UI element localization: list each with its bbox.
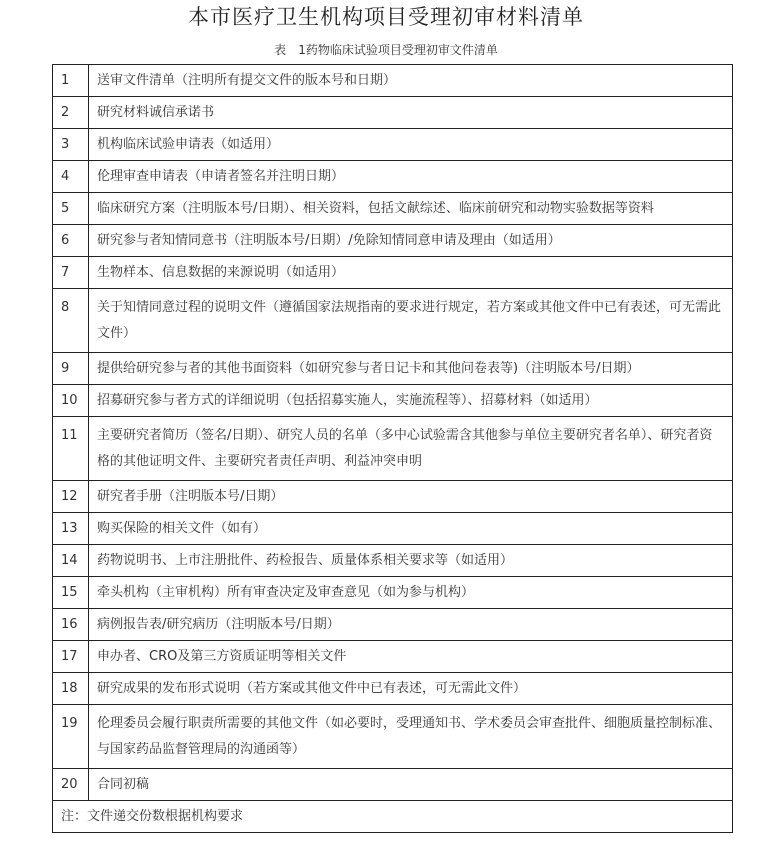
table-row <box>53 161 733 193</box>
table-row <box>53 641 733 673</box>
table-caption <box>0 42 772 58</box>
row-number: 10 <box>53 385 89 417</box>
row-number: 4 <box>53 161 89 193</box>
row-text: 研究参与者知情同意书（注明版本号/日期）/免除知情同意申请及理由（如适用） <box>89 225 733 257</box>
table-caption-text: 1药物临床试验项目受理初审文件清单 <box>298 43 498 57</box>
row-number: 8 <box>53 289 89 353</box>
row-number: 2 <box>53 97 89 129</box>
row-text: 研究材料诚信承诺书 <box>89 97 733 129</box>
table-note-row <box>53 801 733 833</box>
row-number: 3 <box>53 129 89 161</box>
row-text: 病例报告表/研究病历（注明版本号/日期） <box>89 609 733 641</box>
row-text: 临床研究方案（注明版本号/日期）、相关资料，包括文献综述、临床前研究和动物实验数据等资料 <box>89 193 733 225</box>
row-text: 送审文件清单（注明所有提交文件的版本号和日期） <box>89 65 733 97</box>
table-row <box>53 289 733 353</box>
row-text: 生物样本、信息数据的来源说明（如适用） <box>89 257 733 289</box>
table-row <box>53 257 733 289</box>
row-text: 申办者、CRO及第三方资质证明等相关文件 <box>89 641 733 673</box>
row-text: 购买保险的相关文件（如有） <box>89 513 733 545</box>
row-text: 招募研究参与者方式的详细说明（包括招募实施人，实施流程等）、招募材料（如适用） <box>89 385 733 417</box>
table-row <box>53 769 733 801</box>
row-text: 机构临床试验申请表（如适用） <box>89 129 733 161</box>
table-row <box>53 705 733 769</box>
row-number: 18 <box>53 673 89 705</box>
row-number: 20 <box>53 769 89 801</box>
row-text: 伦理审查申请表（申请者签名并注明日期） <box>89 161 733 193</box>
table-row <box>53 385 733 417</box>
table-caption-label: 表 <box>274 43 287 57</box>
row-number: 1 <box>53 65 89 97</box>
table-row <box>53 577 733 609</box>
table-row <box>53 193 733 225</box>
row-number: 6 <box>53 225 89 257</box>
table-row <box>53 417 733 481</box>
row-number: 16 <box>53 609 89 641</box>
table-row <box>53 673 733 705</box>
row-text: 主要研究者简历（签名/日期）、研究人员的名单（多中心试验需含其他参与单位主要研究者名单）、研究者资格的其他证明文件、主要研究者责任声明、利益冲突申明 <box>89 417 733 481</box>
table-row <box>53 545 733 577</box>
row-number: 7 <box>53 257 89 289</box>
row-number: 13 <box>53 513 89 545</box>
row-number: 11 <box>53 417 89 481</box>
row-number: 9 <box>53 353 89 385</box>
table-row <box>53 353 733 385</box>
table-row <box>53 481 733 513</box>
table-note: 注：文件递交份数根据机构要求 <box>53 801 733 833</box>
row-number: 12 <box>53 481 89 513</box>
row-text: 关于知情同意过程的说明文件（遵循国家法规指南的要求进行规定，若方案或其他文件中已有表述，可无需此文件） <box>89 289 733 353</box>
materials-table <box>52 64 733 833</box>
row-text: 牵头机构（主审机构）所有审查决定及审查意见（如为参与机构） <box>89 577 733 609</box>
table-row <box>53 129 733 161</box>
row-text: 提供给研究参与者的其他书面资料（如研究参与者日记卡和其他问卷表等)（注明版本号/日期） <box>89 353 733 385</box>
row-text: 合同初稿 <box>89 769 733 801</box>
row-text: 伦理委员会履行职责所需要的其他文件（如必要时，受理通知书、学术委员会审查批件、细胞质量控制标准、与国家药品监督管理局的沟通函等） <box>89 705 733 769</box>
row-text: 研究成果的发布形式说明（若方案或其他文件中已有表述，可无需此文件） <box>89 673 733 705</box>
row-number: 5 <box>53 193 89 225</box>
row-number: 19 <box>53 705 89 769</box>
table-row <box>53 225 733 257</box>
page-title: 本市医疗卫生机构项目受理初审材料清单 <box>188 5 584 29</box>
table-row <box>53 513 733 545</box>
row-number: 14 <box>53 545 89 577</box>
row-number: 15 <box>53 577 89 609</box>
row-text: 药物说明书、上市注册批件、药检报告、质量体系相关要求等（如适用） <box>89 545 733 577</box>
row-text: 研究者手册（注明版本号/日期） <box>89 481 733 513</box>
table-row <box>53 97 733 129</box>
table-row <box>53 609 733 641</box>
table-row <box>53 65 733 97</box>
row-number: 17 <box>53 641 89 673</box>
